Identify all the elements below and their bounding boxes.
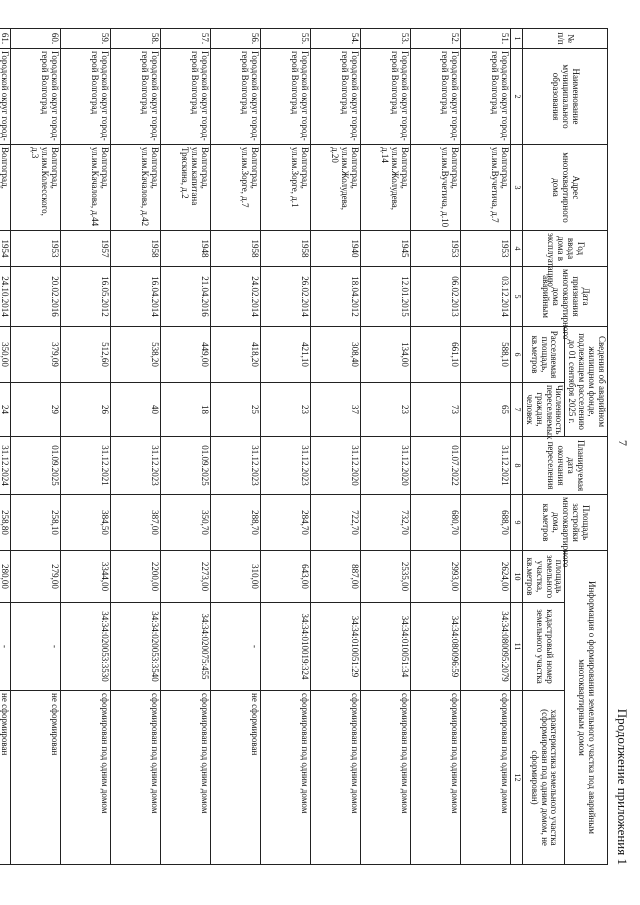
header-year: Год ввода дома в эксплуатацию bbox=[522, 231, 607, 267]
row-number: 53. bbox=[361, 29, 411, 49]
resettle-area: 449,00 bbox=[161, 327, 211, 383]
row-number: 55. bbox=[261, 29, 311, 49]
cadastral-number: 34:34:010051:29 bbox=[311, 603, 361, 691]
year-built: 1953 bbox=[11, 231, 61, 267]
resettle-area: 588,10 bbox=[461, 327, 511, 383]
land-characteristic: сформирован под одним домом bbox=[311, 691, 361, 865]
header-planned-date: Планируемая дата окончания переселения bbox=[522, 437, 607, 495]
build-area: 722,70 bbox=[311, 495, 361, 551]
table-row bbox=[161, 29, 211, 865]
land-area: 2993,00 bbox=[411, 551, 461, 603]
header-land-group: Информация о формировании земельного участка под аварийным многоквартирным домом bbox=[565, 551, 608, 865]
resettle-area: 512,60 bbox=[61, 327, 111, 383]
residents-count: 26 bbox=[61, 383, 111, 437]
land-area: 2535,00 bbox=[361, 551, 411, 603]
build-area: 688,70 bbox=[461, 495, 511, 551]
planned-date: 31.12.2021 bbox=[461, 437, 511, 495]
build-area: 288,70 bbox=[211, 495, 261, 551]
appendix-label: Продолжение приложения 1 bbox=[615, 708, 630, 865]
residents-count: 24 bbox=[0, 383, 11, 437]
col-number: 8 bbox=[511, 437, 523, 495]
cadastral-number: - bbox=[0, 603, 11, 691]
planned-date: 31.12.2023 bbox=[111, 437, 161, 495]
land-characteristic: не сформирован bbox=[0, 691, 11, 865]
recognition-date: 16.04.2014 bbox=[111, 267, 161, 327]
municipality-name: Городской округ город-герой Волгоград bbox=[311, 49, 361, 145]
table-row bbox=[11, 29, 61, 865]
resettle-area: 418,20 bbox=[211, 327, 261, 383]
planned-date: 31.12.2023 bbox=[211, 437, 261, 495]
cadastral-number: - bbox=[211, 603, 261, 691]
table-row bbox=[361, 29, 411, 865]
row-number: 59. bbox=[61, 29, 111, 49]
recognition-date: 16.05.2012 bbox=[61, 267, 111, 327]
col-number: 5 bbox=[511, 267, 523, 327]
recognition-date: 26.02.2014 bbox=[261, 267, 311, 327]
build-area: 284,70 bbox=[261, 495, 311, 551]
planned-date: 01.07.2022 bbox=[411, 437, 461, 495]
planned-date: 31.12.2020 bbox=[311, 437, 361, 495]
land-characteristic: сформирован под одним домом bbox=[361, 691, 411, 865]
land-area: 643,00 bbox=[261, 551, 311, 603]
year-built: 1945 bbox=[361, 231, 411, 267]
table-row bbox=[461, 29, 511, 865]
cadastral-number: 34:34:020053:3530 bbox=[61, 603, 111, 691]
house-address: Волгоград, bbox=[0, 145, 11, 231]
residents-count: 23 bbox=[361, 383, 411, 437]
municipality-name: Городской округ город-герой Волгоград bbox=[211, 49, 261, 145]
residents-count: 25 bbox=[211, 383, 261, 437]
year-built: 1958 bbox=[211, 231, 261, 267]
recognition-date: 18.04.2012 bbox=[311, 267, 361, 327]
header-address: Адрес многоквартирного дома bbox=[522, 145, 607, 231]
land-area: 280,00 bbox=[0, 551, 11, 603]
build-area: 387,00 bbox=[111, 495, 161, 551]
table-row bbox=[261, 29, 311, 865]
housing-table bbox=[0, 28, 608, 865]
planned-date: 01.09.2025 bbox=[11, 437, 61, 495]
cadastral-number: 34:34:080095:2079 bbox=[461, 603, 511, 691]
table-row bbox=[211, 29, 261, 865]
header-build-area: Площадь застройки многоквартирного дома, кв.метров bbox=[522, 495, 607, 551]
house-address: Волгоград, ул.им.Вучетича, д.7 bbox=[461, 145, 511, 231]
house-address: Волгоград, ул.им.Зорге, д.1 bbox=[261, 145, 311, 231]
col-number: 6 bbox=[511, 327, 523, 383]
header-area: Расселяемая площадь, кв.метров bbox=[522, 327, 565, 383]
land-characteristic: сформирован под одним домом bbox=[111, 691, 161, 865]
year-built: 1953 bbox=[461, 231, 511, 267]
residents-count: 73 bbox=[411, 383, 461, 437]
cadastral-number: 34:34:080096:59 bbox=[411, 603, 461, 691]
house-address: Волгоград, ул.им.Вучетича, д.10 bbox=[411, 145, 461, 231]
year-built: 1954 bbox=[0, 231, 11, 267]
header-land-area: площадь земельного участка, кв.метров bbox=[522, 551, 565, 603]
residents-count: 29 bbox=[11, 383, 61, 437]
planned-date: 31.12.2021 bbox=[61, 437, 111, 495]
row-number: 58. bbox=[111, 29, 161, 49]
municipality-name: Городской округ город-герой Волгоград bbox=[11, 49, 61, 145]
build-area: 350,70 bbox=[161, 495, 211, 551]
build-area: 680,70 bbox=[411, 495, 461, 551]
residents-count: 40 bbox=[111, 383, 161, 437]
municipality-name: Городской округ город-герой Волгоград bbox=[411, 49, 461, 145]
row-number: 54. bbox=[311, 29, 361, 49]
house-address: Волгоград, ул.им.Колесского, д.3 bbox=[11, 145, 61, 231]
house-address: Волгоград, ул.им.капитана Тряскина, д.2 bbox=[161, 145, 211, 231]
col-number: 10 bbox=[511, 551, 523, 603]
col-number: 12 bbox=[511, 691, 523, 865]
municipality-name: Городской округ город-герой Волгоград bbox=[361, 49, 411, 145]
header-residents: Численность переселяемых граждан, человек bbox=[522, 383, 565, 437]
residents-count: 23 bbox=[261, 383, 311, 437]
house-address: Волгоград, ул.им.Качалова, д.42 bbox=[111, 145, 161, 231]
land-area: 2200,00 bbox=[111, 551, 161, 603]
house-address: Волгоград, ул.им.Жолудева, д.14 bbox=[361, 145, 411, 231]
build-area: 258,80 bbox=[0, 495, 11, 551]
row-number: 57. bbox=[161, 29, 211, 49]
house-address: Волгоград, ул.им.Жолудева, д.20 bbox=[311, 145, 361, 231]
municipality-name: Городской округ город-герой Волгоград bbox=[61, 49, 111, 145]
land-area: 2624,00 bbox=[461, 551, 511, 603]
year-built: 1957 bbox=[61, 231, 111, 267]
municipality-name: Городской округ город-герой Волгоград bbox=[161, 49, 211, 145]
cadastral-number: 34:34:010019:324 bbox=[261, 603, 311, 691]
planned-date: 31.12.2024 bbox=[0, 437, 11, 495]
year-built: 1940 bbox=[311, 231, 361, 267]
col-number: 3 bbox=[511, 145, 523, 231]
resettle-area: 308,40 bbox=[311, 327, 361, 383]
header-no: № п/п bbox=[522, 29, 607, 49]
residents-count: 37 bbox=[311, 383, 361, 437]
land-characteristic: не сформирован bbox=[11, 691, 61, 865]
row-number: 52. bbox=[411, 29, 461, 49]
column-number-row bbox=[511, 29, 523, 865]
build-area: 258,10 bbox=[11, 495, 61, 551]
municipality-name: Городской округ город-герой Волгоград bbox=[261, 49, 311, 145]
recognition-date: 24.02.2014 bbox=[211, 267, 261, 327]
row-number: 60. bbox=[11, 29, 61, 49]
table-body bbox=[0, 29, 511, 865]
house-address: Волгоград, ул.им.Зорге, д.7 bbox=[211, 145, 261, 231]
resettle-area: 538,20 bbox=[111, 327, 161, 383]
resettle-area: 379,09 bbox=[11, 327, 61, 383]
row-number: 61. bbox=[0, 29, 11, 49]
land-characteristic: сформирован под одним домом bbox=[461, 691, 511, 865]
cadastral-number: 34:34:020053:3540 bbox=[111, 603, 161, 691]
table-row bbox=[0, 29, 11, 865]
recognition-date: 06.02.2013 bbox=[411, 267, 461, 327]
recognition-date: 12.01.2015 bbox=[361, 267, 411, 327]
land-area: 3344,00 bbox=[61, 551, 111, 603]
header-characteristic: характеристика земельного участка (сформирован под одним домом, не сформирован) bbox=[522, 691, 565, 865]
resettle-area: 421,10 bbox=[261, 327, 311, 383]
table-row bbox=[311, 29, 361, 865]
recognition-date: 24.10.2014 bbox=[0, 267, 11, 327]
recognition-date: 03.12.2014 bbox=[461, 267, 511, 327]
land-characteristic: сформирован под одним домом bbox=[261, 691, 311, 865]
land-characteristic: сформирован под одним домом bbox=[161, 691, 211, 865]
table-row bbox=[111, 29, 161, 865]
planned-date: 01.09.2025 bbox=[161, 437, 211, 495]
col-number: 1 bbox=[511, 29, 523, 49]
residents-count: 65 bbox=[461, 383, 511, 437]
municipality-name: Городской округ город-герой Волгоград bbox=[461, 49, 511, 145]
resettle-area: 134,00 bbox=[361, 327, 411, 383]
land-area: 310,00 bbox=[211, 551, 261, 603]
page-number: 7 bbox=[616, 440, 630, 446]
cadastral-number: 34:34:010051:34 bbox=[361, 603, 411, 691]
cadastral-number: - bbox=[11, 603, 61, 691]
municipality-name: Городской округ город-герой Волгоград bbox=[111, 49, 161, 145]
row-number: 51. bbox=[461, 29, 511, 49]
col-number: 7 bbox=[511, 383, 523, 437]
col-number: 2 bbox=[511, 49, 523, 145]
land-area: 2273,00 bbox=[161, 551, 211, 603]
header-cadastral: кадастровый номер земельного участка bbox=[522, 603, 565, 691]
table-row bbox=[411, 29, 461, 865]
year-built: 1958 bbox=[111, 231, 161, 267]
house-address: Волгоград, ул.им.Качалова, д.44 bbox=[61, 145, 111, 231]
year-built: 1953 bbox=[411, 231, 461, 267]
land-characteristic: сформирован под одним домом bbox=[61, 691, 111, 865]
land-area: 279,00 bbox=[11, 551, 61, 603]
col-number: 4 bbox=[511, 231, 523, 267]
table-row bbox=[61, 29, 111, 865]
col-number: 9 bbox=[511, 495, 523, 551]
header-emergency-group: Сведения об аварийном жилищном фонде, подлежащем расселению до 01 сентября 2025 г. bbox=[565, 327, 608, 437]
planned-date: 31.12.2020 bbox=[361, 437, 411, 495]
build-area: 384,50 bbox=[61, 495, 111, 551]
resettle-area: 661,10 bbox=[411, 327, 461, 383]
col-number: 11 bbox=[511, 603, 523, 691]
land-characteristic: сформирован под одним домом bbox=[411, 691, 461, 865]
cadastral-number: 34:34:020075:455 bbox=[161, 603, 211, 691]
row-number: 56. bbox=[211, 29, 261, 49]
year-built: 1958 bbox=[261, 231, 311, 267]
header-name: Наименование муниципального образования bbox=[522, 49, 607, 145]
municipality-name: Городской округ город- bbox=[0, 49, 11, 145]
recognition-date: 21.04.2016 bbox=[161, 267, 211, 327]
recognition-date: 20.02.2016 bbox=[11, 267, 61, 327]
header-recognition-date: Дата признания многоквартирного дома аварийным bbox=[522, 267, 607, 327]
resettle-area: 350,00 bbox=[0, 327, 11, 383]
land-characteristic: не сформирован bbox=[211, 691, 261, 865]
land-area: 887,00 bbox=[311, 551, 361, 603]
planned-date: 31.12.2023 bbox=[261, 437, 311, 495]
year-built: 1948 bbox=[161, 231, 211, 267]
residents-count: 18 bbox=[161, 383, 211, 437]
build-area: 732,70 bbox=[361, 495, 411, 551]
